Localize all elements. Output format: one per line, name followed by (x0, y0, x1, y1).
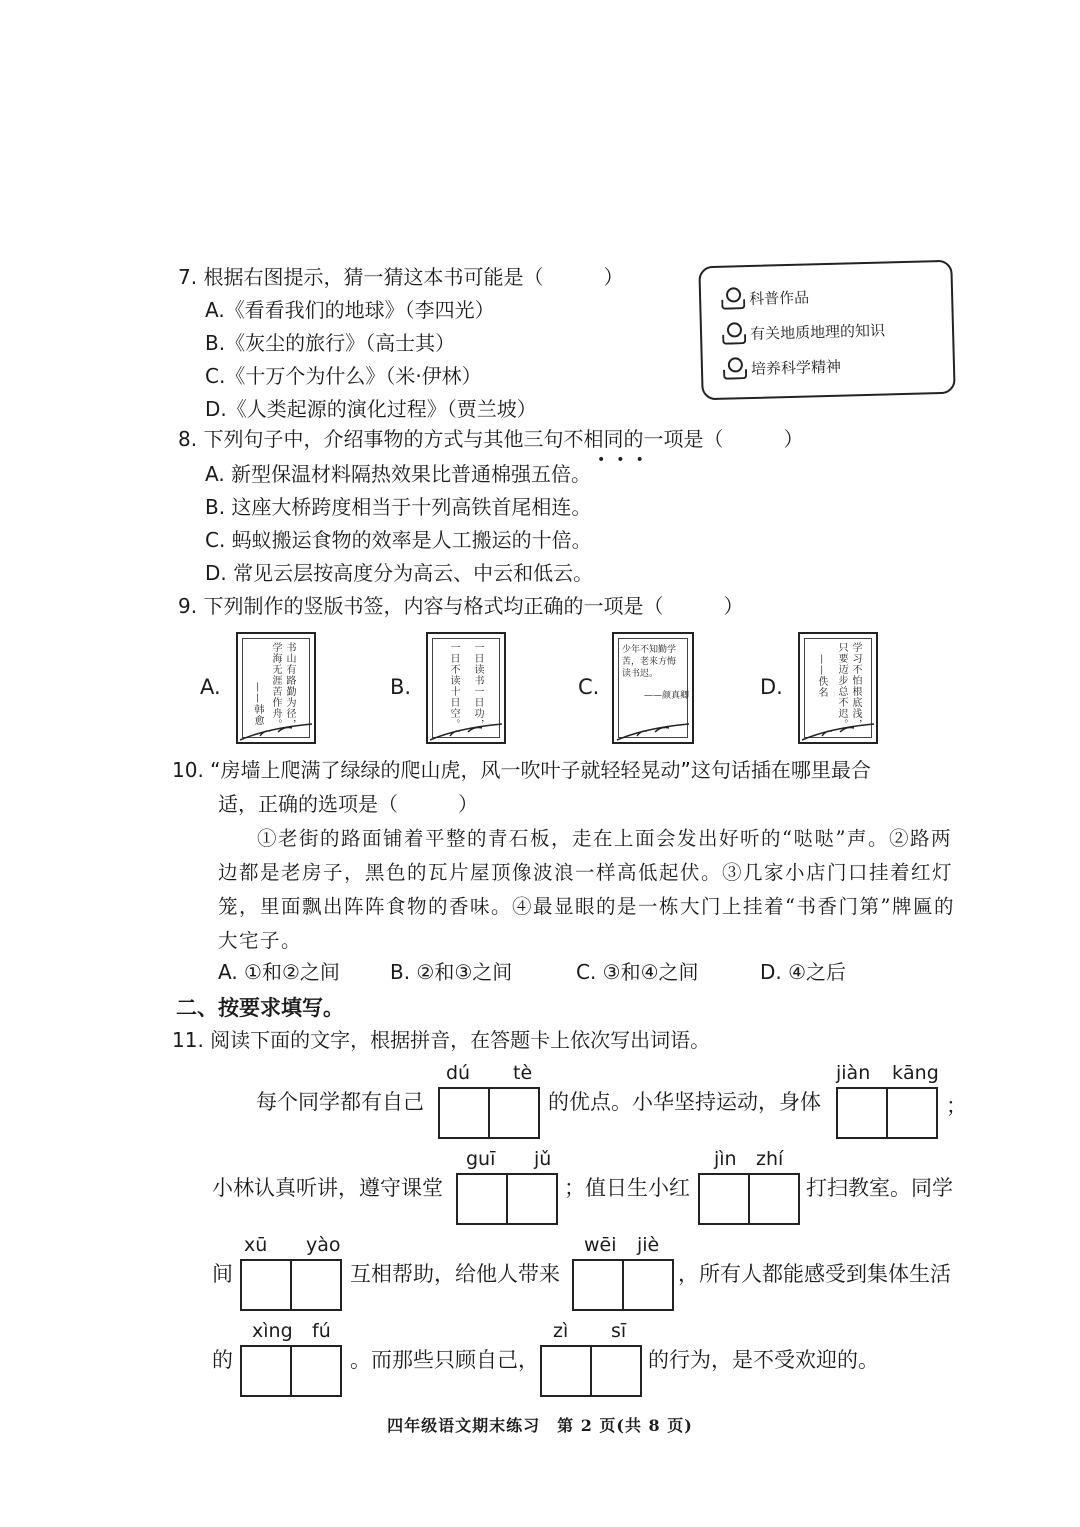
answer-box-jinzhi[interactable] (698, 1173, 800, 1225)
bookmark-c-line1: 少年不知勤学苦，老来方悔读书迟。 (622, 645, 677, 679)
q8-option-a: A. 新型保温材料隔热效果比普通棉强五倍。 (205, 462, 592, 486)
pinyin: jǔ (534, 1148, 552, 1170)
q11-text: 打扫教室。同学 (806, 1176, 953, 1200)
answer-box-zisi[interactable] (540, 1345, 642, 1397)
q7-option-d: D.《人类起源的演化过程》（贾兰坡） (205, 397, 537, 421)
bookmark-b-line1: 一日读书一日功， (472, 642, 483, 730)
q10-option-a: A. ①和②之间 (218, 960, 340, 984)
bookmark-d-line2: 只要迈步总不迟。 (836, 642, 847, 730)
hint-text: 科普作品 (748, 287, 810, 308)
pinyin: xìng (252, 1320, 293, 1342)
emphasis-dots: ••• (597, 452, 655, 468)
q9-label-b: B. (390, 675, 412, 699)
answer-box-xingfu[interactable] (240, 1345, 342, 1397)
pinyin: wēi (584, 1234, 617, 1256)
q10-option-b: B. ②和③之间 (390, 960, 513, 984)
pinyin: jìn (714, 1148, 737, 1170)
branch-icon (800, 718, 876, 742)
page-footer: 四年级语文期末练习 第 2 页(共 8 页) (387, 1416, 693, 1435)
answer-box-weijie[interactable] (572, 1259, 674, 1311)
q10-option-c: C. ③和④之间 (576, 960, 699, 984)
q10-stem-line2: 适，正确的选项是（ ） (218, 792, 478, 816)
q11-text: 每个同学都有自己 (256, 1090, 424, 1114)
pinyin: guī (466, 1148, 496, 1170)
pinyin: sī (611, 1320, 627, 1342)
bookmark-d-line1: 学习不怕根底浅， (850, 642, 861, 730)
q8-option-d: D. 常见云层按高度分为高云、中云和低云。 (205, 561, 594, 585)
q10-passage: ①老街的路面铺着平整的青石板，走在上面会发出好听的“哒哒”声。②路两边都是老房子，黑色的瓦片屋顶像波浪一样高低起伏。③几家小店门口挂着红灯笼，里面飘出阵阵食物的香味。④最显眼的是一栋大门上挂着“书香门第”牌匾的大宅子。 (218, 827, 955, 952)
q7-option-b: B.《灰尘的旅行》（高士其） (205, 331, 456, 355)
branch-icon (238, 718, 314, 742)
q10-stem-line1: 10. “房墙上爬满了绿绿的爬山虎，风一吹叶子就轻轻晃动”这句话插在哪里最合 (172, 758, 871, 782)
q11-text: ，所有人都能感受到集体生活 (678, 1262, 951, 1286)
q11-text: ； (946, 1094, 967, 1118)
q8-option-c: C. 蚂蚁搬运食物的效率是人工搬运的十倍。 (205, 528, 592, 552)
hint-text: 培养科学精神 (750, 357, 842, 378)
bookmark-c-author: ——颜真卿 (644, 691, 690, 701)
q11-text: 间 (212, 1262, 233, 1286)
pinyin: dú (446, 1062, 471, 1084)
bookmark-d (798, 632, 878, 744)
reader-icon (723, 357, 746, 380)
q9-label-d: D. (760, 675, 783, 699)
bookmark-b-line2: 一日不读十日空。 (448, 642, 459, 730)
q9-stem: 9. 下列制作的竖版书签，内容与格式均正确的一项是（ ） (178, 594, 744, 618)
hint-row (723, 355, 842, 380)
q11-text: 的优点。小华坚持运动，身体 (548, 1090, 821, 1114)
q9-label-a: A. (200, 675, 221, 699)
hint-row (721, 285, 810, 309)
pinyin: fú (312, 1320, 331, 1342)
branch-icon (614, 718, 692, 742)
q9-label-c: C. (578, 675, 600, 699)
answer-box-guiju[interactable] (456, 1173, 558, 1225)
pinyin: jiè (637, 1234, 660, 1256)
answer-box-xuyao[interactable] (240, 1259, 342, 1311)
q10-option-d: D. ④之后 (760, 960, 847, 984)
bookmark-c (612, 632, 694, 744)
q11-text: 互相帮助，给他人带来 (350, 1262, 560, 1286)
pinyin: zì (553, 1320, 569, 1342)
hint-row (722, 318, 886, 344)
answer-box-jiankang[interactable] (836, 1087, 938, 1139)
q11-text: 的 (212, 1348, 233, 1372)
pinyin: yào (306, 1234, 341, 1256)
q11-text: 。而那些只顾自己， (350, 1348, 539, 1372)
pinyin: xū (244, 1234, 268, 1256)
bookmark-a-line1: 书山有路勤为径， (284, 642, 295, 730)
pinyin: tè (513, 1062, 533, 1084)
q11-text: 的行为，是不受欢迎的。 (648, 1348, 879, 1372)
reader-icon (722, 322, 745, 345)
reader-icon (721, 287, 744, 310)
q11-text: ；值日生小红 (564, 1176, 690, 1200)
q7-stem: 7. 根据右图提示，猜一猜这本书可能是（ ） (178, 265, 624, 289)
q7-hint-box (698, 260, 955, 401)
section-2-title: 二、按要求填写。 (176, 996, 344, 1020)
pinyin: jiàn (836, 1062, 871, 1084)
bookmark-a (236, 632, 316, 744)
bookmark-a-line2: 学海无涯苦作舟。 (270, 642, 281, 730)
bookmark-d-author: ——佚名 (816, 654, 827, 698)
q11-text: 小林认真听讲，遵守课堂 (212, 1176, 443, 1200)
q8-option-b: B. 这座大桥跨度相当于十列高铁首尾相连。 (205, 495, 592, 519)
branch-icon (428, 718, 504, 742)
pinyin: kāng (892, 1062, 939, 1084)
hint-text: 有关地质地理的知识 (749, 320, 886, 343)
pinyin: zhí (756, 1148, 784, 1170)
q7-option-a: A.《看看我们的地球》（李四光） (205, 298, 495, 322)
bookmark-b (426, 632, 506, 744)
q7-option-c: C.《十万个为什么》（米·伊林） (205, 364, 482, 388)
q8-stem: 8. 下列句子中，介绍事物的方式与其他三句不相同的一项是（ ） (178, 427, 804, 451)
answer-box-dute[interactable] (438, 1087, 540, 1139)
bookmark-a-author: ——韩愈 (252, 682, 263, 726)
q11-stem: 11. 阅读下面的文字，根据拼音，在答题卡上依次写出词语。 (172, 1028, 711, 1052)
